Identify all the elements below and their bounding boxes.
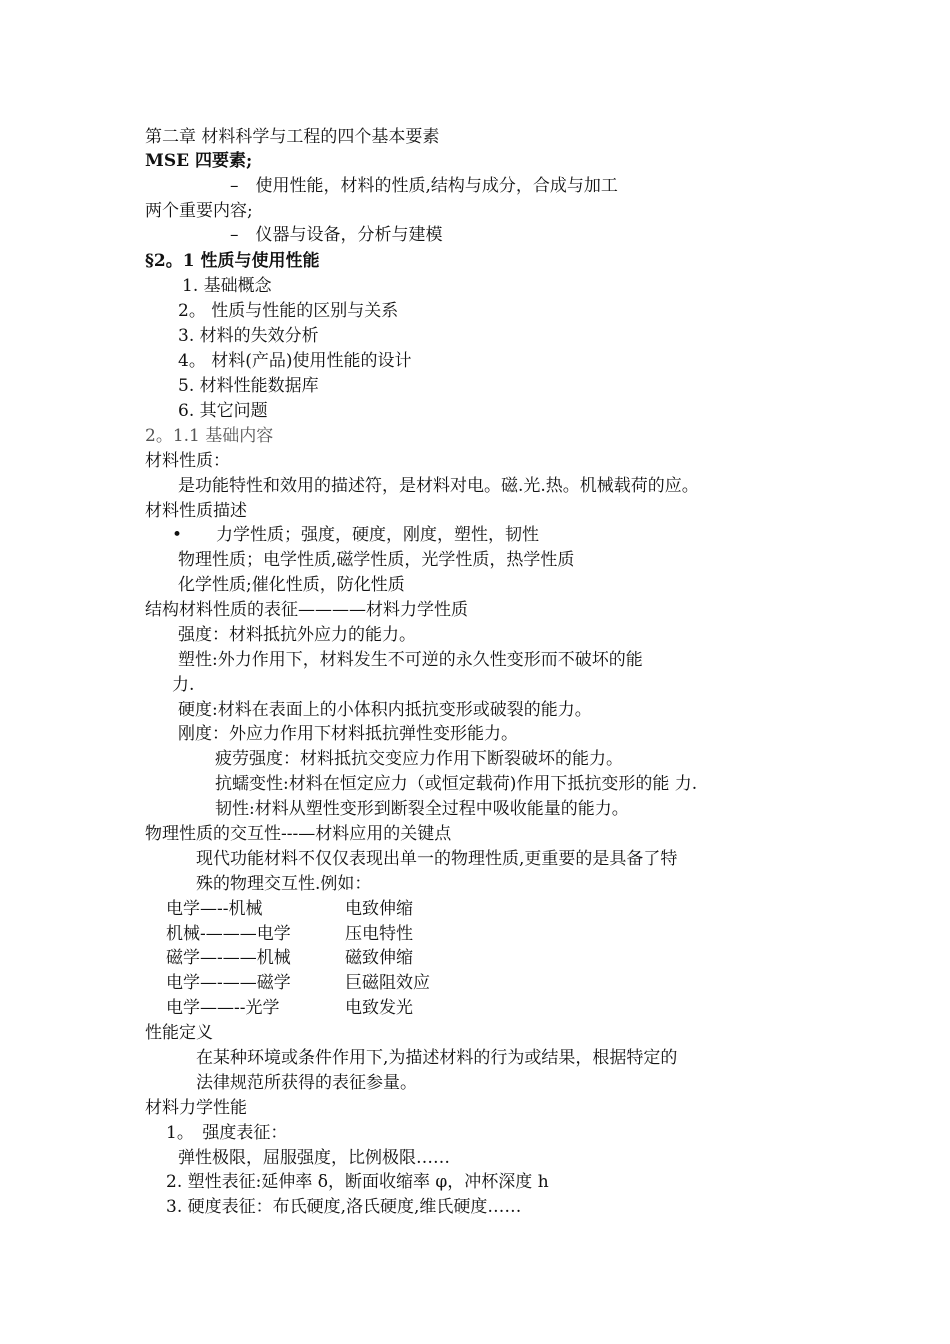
interaction-pair: 电学—--机械 bbox=[166, 899, 263, 919]
subsection-heading: 2。1.1 基础内容 bbox=[145, 426, 274, 446]
interaction-pair: 电学—-——磁学 bbox=[166, 973, 291, 993]
struct-heading: 结构材料性质的表征————材料力学性质 bbox=[145, 600, 468, 620]
interaction-pair: 机械-———电学 bbox=[166, 924, 291, 944]
toc-item: 3. 材料的失效分析 bbox=[178, 326, 319, 346]
performance-paragraph-line: 法律规范所获得的表征参量。 bbox=[196, 1073, 417, 1093]
interaction-pair: 磁学—-——机械 bbox=[166, 948, 291, 968]
property-desc-item: 物理性质；电学性质,磁学性质，光学性质，热学性质 bbox=[178, 550, 575, 570]
physical-heading: 物理性质的交互性---—材料应用的关键点 bbox=[145, 824, 452, 844]
toc-item: 5. 材料性能数据库 bbox=[178, 376, 319, 396]
performance-heading: 性能定义 bbox=[145, 1023, 213, 1043]
performance-paragraph-line: 在某种环境或条件作用下,为描述材料的行为或结果，根据特定的 bbox=[196, 1048, 678, 1068]
property-definition: 是功能特性和效用的描述符，是材料对电。磁.光.热。机械载荷的应。 bbox=[178, 476, 699, 496]
physical-paragraph-line: 殊的物理交互性.例如： bbox=[196, 874, 372, 894]
section-heading: §2。1 性质与使用性能 bbox=[145, 251, 320, 271]
struct-sub-item: 抗蠕变性:材料在恒定应力（或恒定载荷)作用下抵抗变形的能 力. bbox=[215, 774, 698, 794]
struct-sub-item: 韧性:材料从塑性变形到断裂全过程中吸收能量的能力。 bbox=[215, 799, 629, 819]
struct-sub-item: 疲劳强度：材料抵抗交变应力作用下断裂破坏的能力。 bbox=[215, 749, 623, 769]
interaction-effect: 电致伸缩 bbox=[345, 899, 413, 919]
struct-item: 力. bbox=[172, 675, 195, 695]
property-heading: 材料性质： bbox=[145, 451, 230, 471]
interaction-effect: 压电特性 bbox=[345, 924, 413, 944]
two-contents-heading: 两个重要内容; bbox=[145, 201, 253, 221]
mech-heading: 材料力学性能 bbox=[145, 1098, 247, 1118]
toc-item: 6. 其它问题 bbox=[178, 401, 268, 421]
mech-item: 2. 塑性表征:延伸率 δ，断面收缩率 φ，冲杯深度 h bbox=[166, 1172, 549, 1192]
property-desc-item: 化学性质;催化性质，防化性质 bbox=[178, 575, 405, 595]
mse-item: – 使用性能，材料的性质,结构与成分，合成与加工 bbox=[230, 176, 618, 196]
struct-item: 刚度：外应力作用下材料抵抗弹性变形能力。 bbox=[178, 724, 518, 744]
mech-item: 3. 硬度表征：布氏硬度,洛氏硬度,维氏硬度…… bbox=[166, 1197, 522, 1217]
struct-item: 强度：材料抵抗外应力的能力。 bbox=[178, 625, 416, 645]
property-desc-heading: 材料性质描述 bbox=[145, 501, 247, 521]
two-contents-item: – 仪器与设备，分析与建模 bbox=[230, 225, 443, 245]
struct-item: 塑性:外力作用下，材料发生不可逆的永久性变形而不破坏的能 bbox=[178, 650, 643, 670]
mse-heading: MSE 四要素; bbox=[145, 151, 253, 171]
interaction-effect: 电致发光 bbox=[345, 998, 413, 1018]
interaction-pair: 电学——--光学 bbox=[166, 998, 280, 1018]
struct-item: 硬度:材料在表面上的小体积内抵抗变形或破裂的能力。 bbox=[178, 700, 592, 720]
property-desc-item: • 力学性质；强度，硬度，刚度，塑性，韧性 bbox=[172, 525, 540, 545]
physical-paragraph-line: 现代功能材料不仅仅表现出单一的物理性质,更重要的是具备了特 bbox=[196, 849, 678, 869]
toc-item: 4。 材料(产品)使用性能的设计 bbox=[178, 351, 412, 371]
mech-item: 1。 强度表征： bbox=[166, 1123, 288, 1143]
toc-item: 2。 性质与性能的区别与关系 bbox=[178, 301, 399, 321]
interaction-effect: 磁致伸缩 bbox=[345, 948, 413, 968]
interaction-effect: 巨磁阻效应 bbox=[345, 973, 430, 993]
mech-item: 弹性极限，屈服强度，比例极限…… bbox=[178, 1148, 450, 1168]
chapter-title: 第二章 材料科学与工程的四个基本要素 bbox=[145, 127, 440, 147]
toc-item: 1. 基础概念 bbox=[182, 276, 272, 296]
